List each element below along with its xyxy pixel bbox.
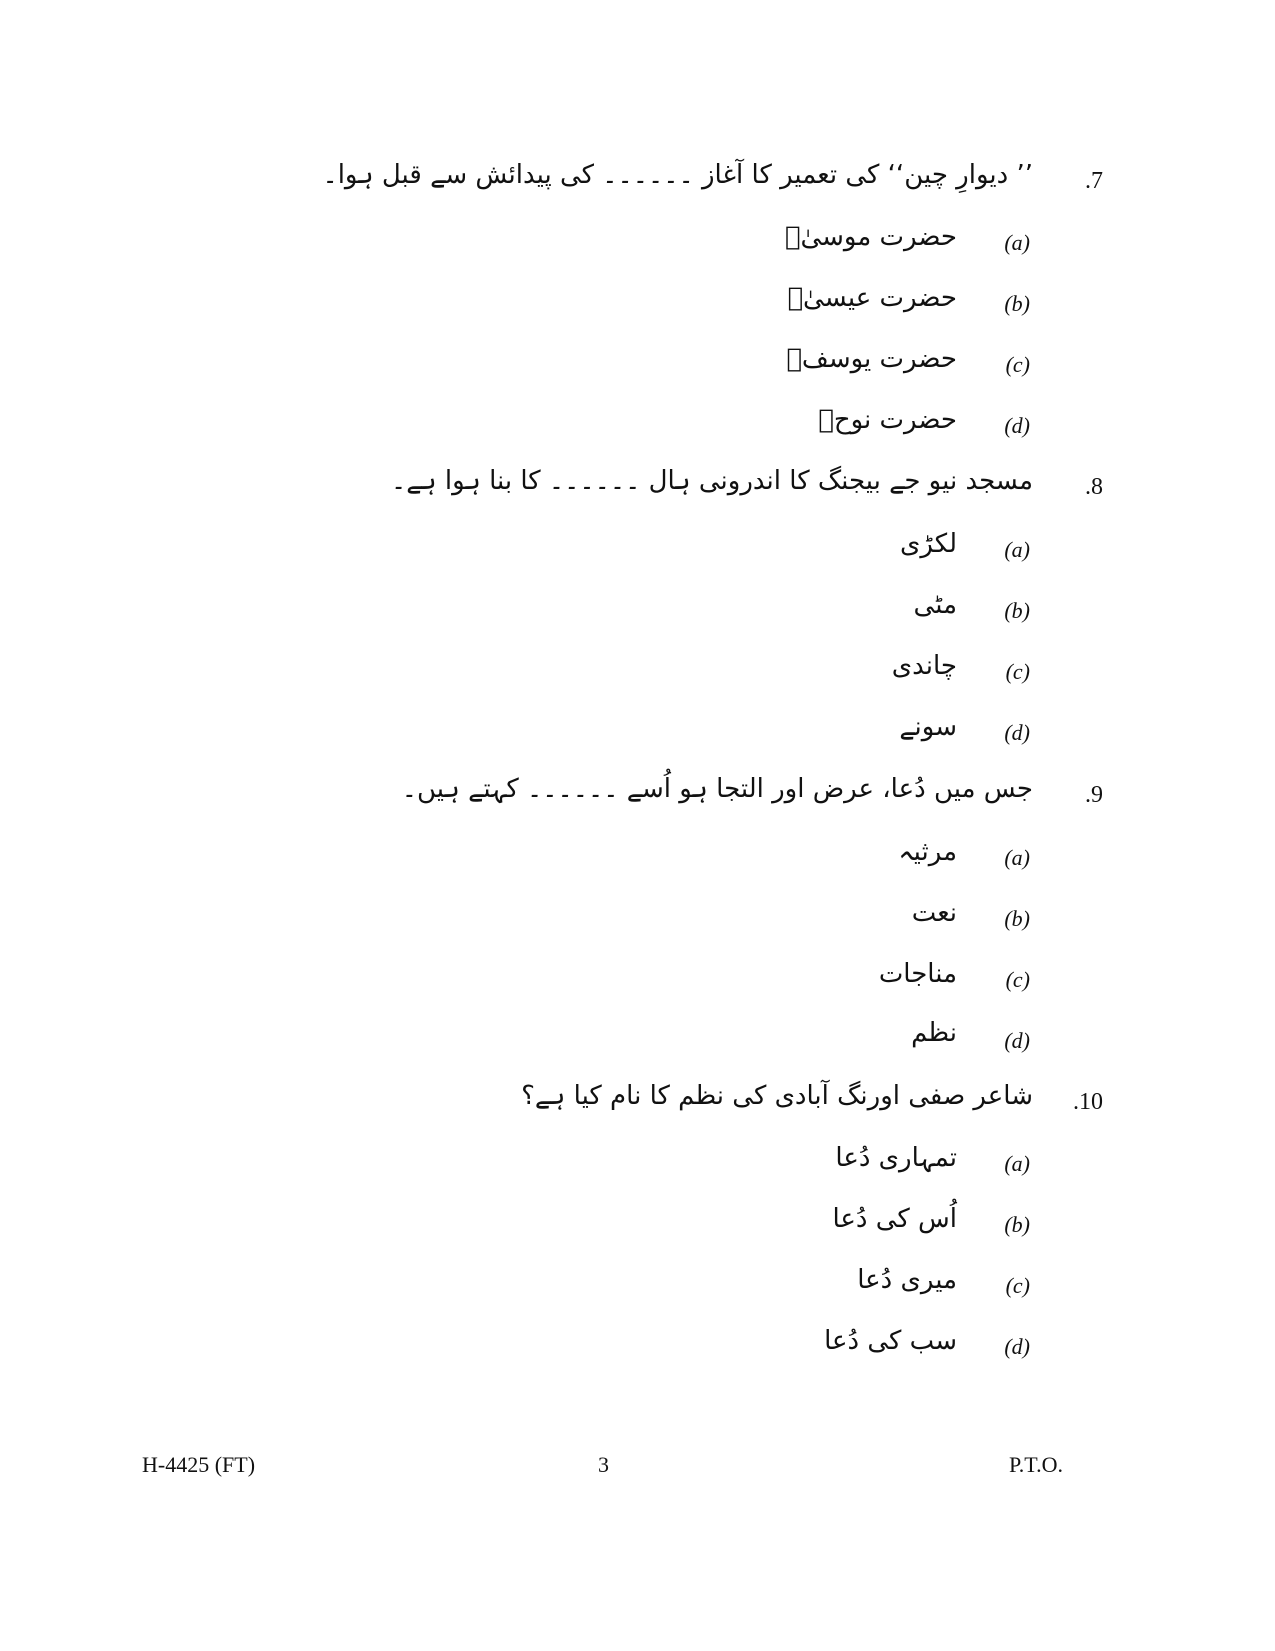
- option-label: (b): [1004, 598, 1030, 623]
- option-label: (a): [1004, 537, 1030, 562]
- option-text: لکڑی: [900, 529, 957, 559]
- option-label: (a): [1004, 1151, 1030, 1176]
- option-text: نعت: [911, 898, 957, 928]
- option-text: حضرت عیسیٰؑ: [787, 283, 957, 313]
- paper-code: H-4425 (FT): [142, 1452, 256, 1477]
- question-number: .8: [1085, 474, 1103, 500]
- option-text: حضرت موسیٰؑ: [784, 222, 957, 252]
- option-text: نظم: [911, 1018, 957, 1048]
- question-text: مسجد نیو جے بیجنگ کا اندرونی ہال ۔۔۔۔۔۔ کا بنا ہوا ہے۔: [390, 466, 1033, 496]
- option-text: چاندی: [891, 651, 957, 681]
- option-text: مناجات: [878, 959, 957, 989]
- option-text: میری دُعا: [857, 1265, 957, 1295]
- option-text: حضرت یوسفؑ: [786, 344, 957, 374]
- question-number: .10: [1073, 1089, 1103, 1115]
- option-text: مرثیہ: [898, 837, 957, 867]
- option-text: مٹی: [913, 590, 957, 620]
- option-label: (b): [1004, 1212, 1030, 1237]
- option-text: اُس کی دُعا: [832, 1204, 957, 1234]
- option-text: سب کی دُعا: [824, 1326, 957, 1356]
- option-label: (a): [1004, 230, 1030, 255]
- question-number: .9: [1085, 782, 1103, 808]
- option-label: (c): [1005, 967, 1030, 992]
- question-number: .7: [1085, 168, 1103, 194]
- option-label: (d): [1004, 1334, 1030, 1359]
- option-label: (c): [1005, 1273, 1030, 1298]
- option-label: (c): [1005, 352, 1030, 377]
- question-text: ’’ دیوارِ چین‘‘ کی تعمیر کا آغاز ۔۔۔۔۔۔ کی پیدائش سے قبل ہوا۔: [322, 160, 1033, 190]
- pto-note: P.T.O.: [1009, 1452, 1063, 1477]
- page-number: 3: [598, 1452, 609, 1477]
- question-text: شاعر صفی اورنگ آبادی کی نظم کا نام کیا ہے؟: [521, 1081, 1033, 1111]
- option-label: (d): [1004, 720, 1030, 745]
- option-label: (d): [1004, 413, 1030, 438]
- option-label: (d): [1004, 1028, 1030, 1053]
- option-label: (a): [1004, 845, 1030, 870]
- option-text: حضرت نوحؑ: [818, 405, 957, 435]
- option-text: سونے: [899, 712, 957, 742]
- option-label: (b): [1004, 291, 1030, 316]
- option-label: (b): [1004, 906, 1030, 931]
- question-text: جس میں دُعا، عرض اور التجا ہو اُسے ۔۔۔۔۔۔ کہتے ہیں۔: [401, 774, 1033, 804]
- option-text: تمہاری دُعا: [835, 1143, 957, 1173]
- option-label: (c): [1005, 659, 1030, 684]
